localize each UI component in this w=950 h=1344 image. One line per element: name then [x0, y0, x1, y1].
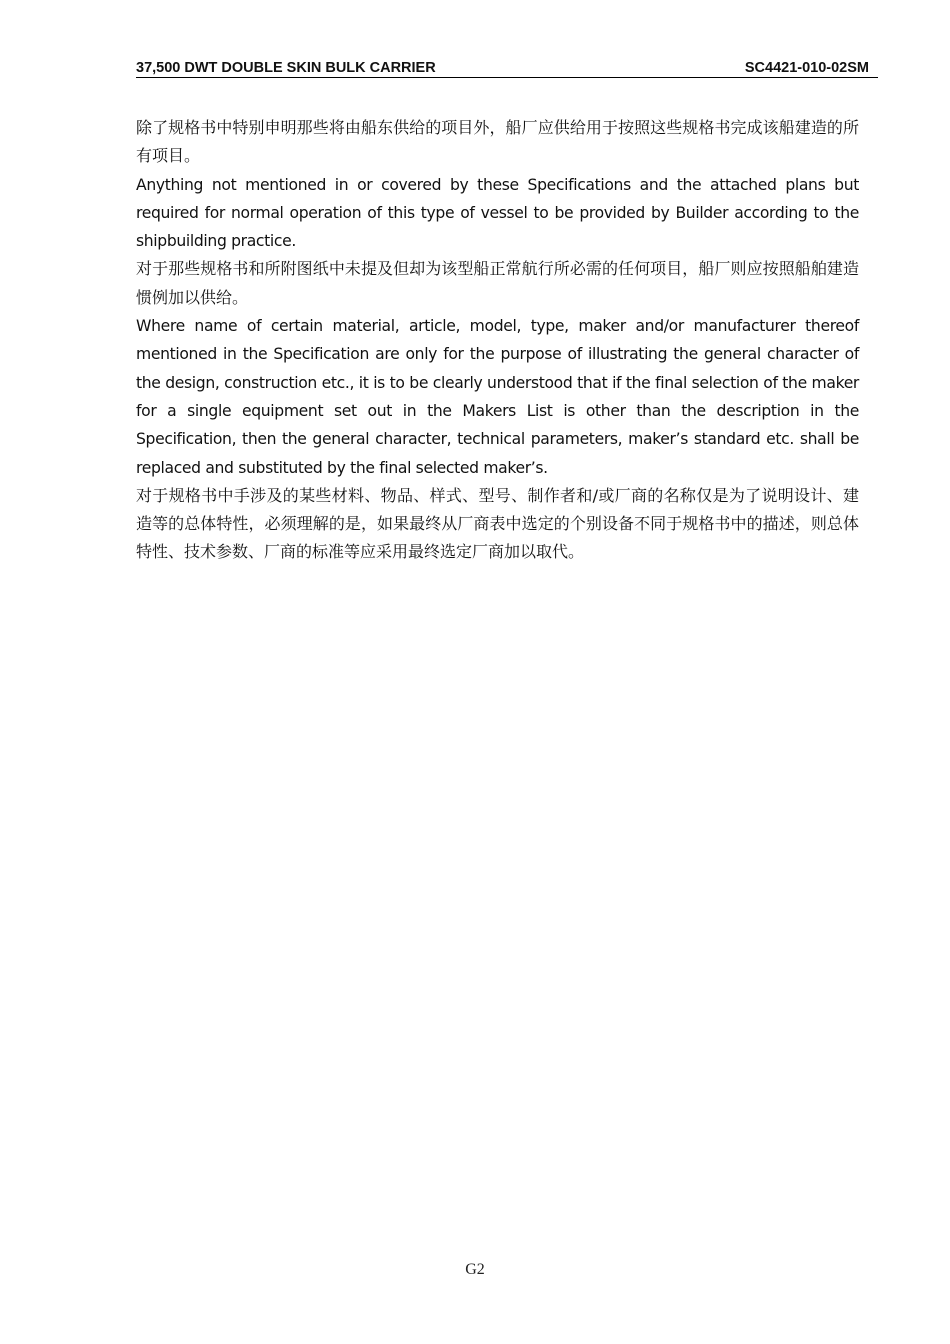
header-vessel-title: 37,500 DWT DOUBLE SKIN BULK CARRIER [136, 60, 436, 76]
page-number: G2 [465, 1261, 485, 1278]
header-document-number: SC4421-010-02SM [744, 60, 869, 76]
paragraph-zh-not-mentioned: 对于那些规格书和所附图纸中未提及但却为该型船正常航行所必需的任何项目，船厂则应按照船舶建造惯例加以供给。 [136, 259, 859, 307]
page-header [136, 59, 878, 78]
paragraph-zh-scope: 除了规格书中特别申明那些将由船东供给的项目外，船厂应供给用于按照这些规格书完成该船建造的所有项目。 [136, 118, 859, 166]
body-text [136, 114, 859, 567]
paragraph-zh-maker-selection: 对于规格书中手涉及的某些材料、物品、样式、型号、制作者和/或厂商的名称仅是为了说明设计、建造等的总体特性，必须理解的是，如果最终从厂商表中选定的个别设备不同于规格书中的描述，则总体特性、技术参数、厂商的标准等应采用最终选定厂商加以取代。 [136, 485, 859, 562]
paragraph-en-not-mentioned: Anything not mentioned in or covered by these Specifications and the attached plans but required for normal operation of this type of vessel to be provided by Builder according to the shipbuilding practice. [136, 175, 859, 251]
paragraph-en-maker-selection: Where name of certain material, article, model, type, maker and/or manufacturer thereof mentioned in the Specification are only for the purpose of illustrating the general character of the design, construction etc., it is to be clearly understood that if the final selection of the maker for a single equipment set out in the Makers List is other than the description in the Specification, then the general character, technical parameters, maker’s standard etc. shall be replaced and substituted by the final selected maker’s. [136, 317, 859, 477]
